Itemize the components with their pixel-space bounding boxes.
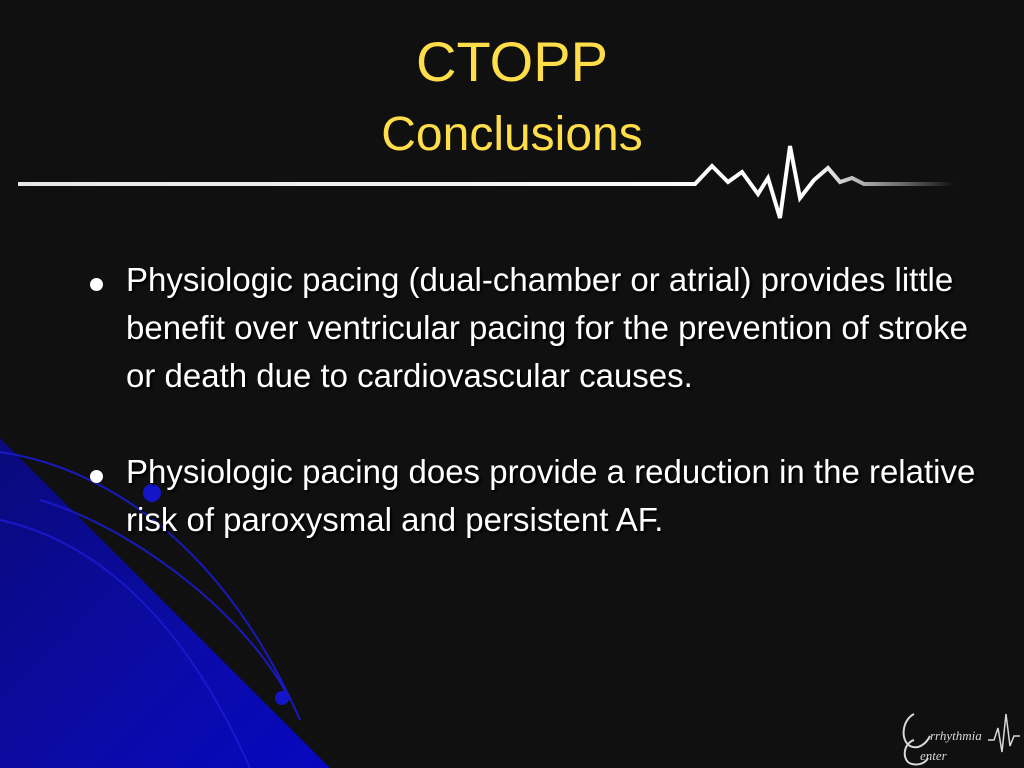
bullet-dot-icon (90, 278, 103, 291)
bullet-text: Physiologic pacing (dual-chamber or atrial) provides little benefit over ventricular pacing for the prevention of stroke or death due to cardiovascular causes. (126, 261, 968, 394)
slide-subtitle: Conclusions (381, 108, 643, 161)
logo-line2: enter (920, 748, 947, 763)
ecg-divider-line (0, 138, 1024, 228)
slide-title: CTOPP (416, 30, 608, 93)
bullet-item (88, 448, 988, 544)
bullet-text: Physiologic pacing does provide a reduction in the relative risk of paroxysmal and persistent AF. (126, 453, 976, 538)
bullet-list (88, 256, 988, 592)
bullet-dot-icon (90, 470, 103, 483)
arrhythmia-center-logo (896, 706, 1024, 768)
bullet-item (88, 256, 988, 400)
logo-line1: rrhythmia (930, 728, 982, 743)
